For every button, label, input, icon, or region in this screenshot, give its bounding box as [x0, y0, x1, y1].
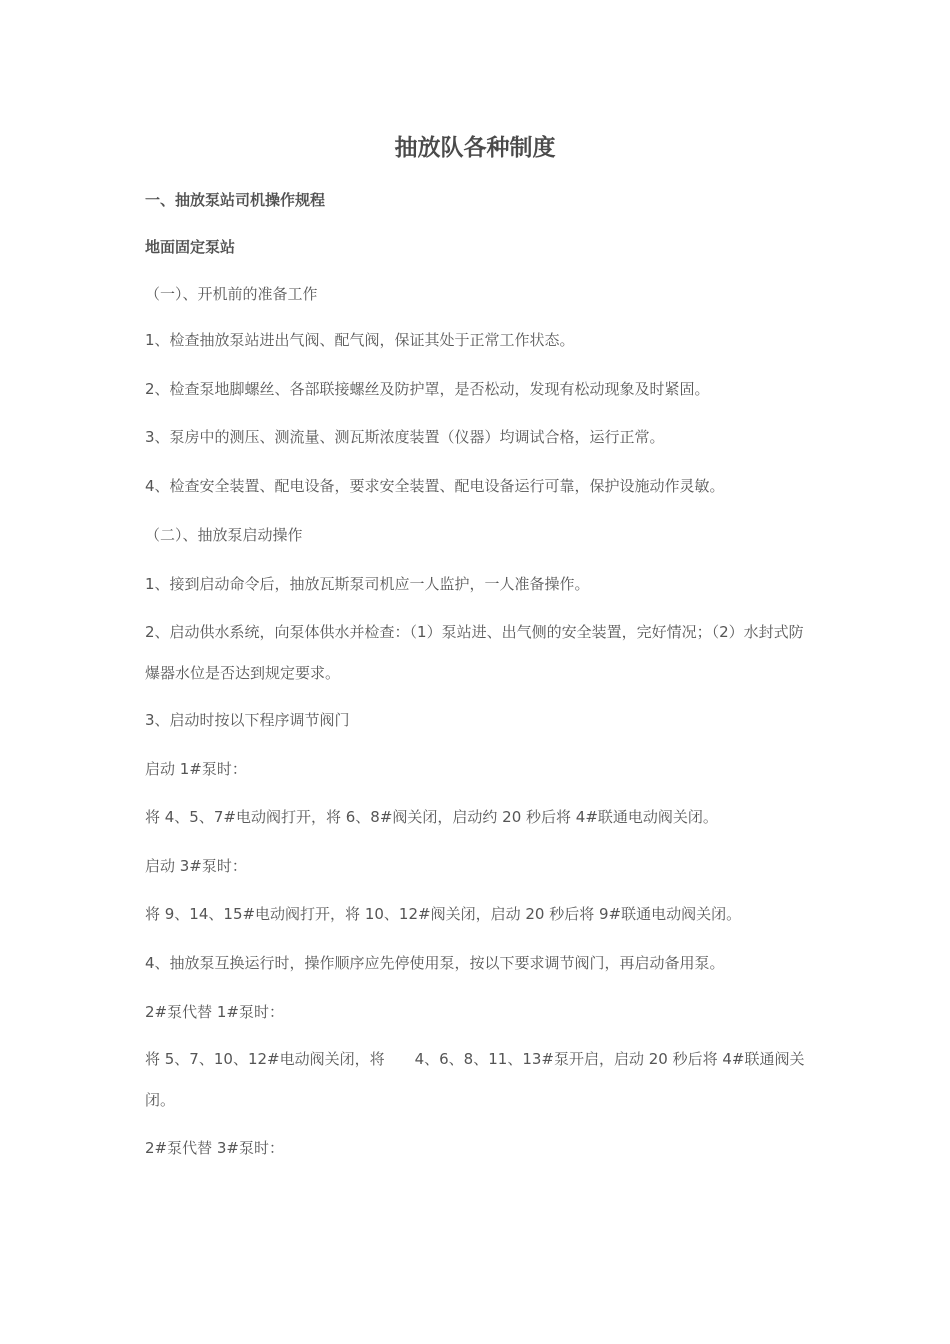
part2-item-1: 1、接到启动命令后，抽放瓦斯泵司机应一人监护，一人准备操作。: [145, 575, 590, 593]
document-title: 抽放队各种制度: [394, 135, 556, 161]
subsection-heading: 地面固定泵站: [145, 238, 236, 256]
replace-pump1-text: 将 5、7、10、12#电动阀关闭，将 4、6、8、11、13#泵开启，启动 20 秒后将 4#联通阀关闭。: [145, 1050, 805, 1109]
start-pump3-label: 启动 3#泵时：: [145, 857, 247, 875]
replace-pump1-label: 2#泵代替 1#泵时：: [145, 1003, 284, 1021]
part1-heading: （一）、开机前的准备工作: [145, 285, 318, 303]
part2-heading: （二）、抽放泵启动操作: [145, 526, 303, 544]
part1-item-1: 1、检查抽放泵站进出气阀、配气阀，保证其处于正常工作状态。: [145, 331, 575, 349]
part2-item-2: 2、启动供水系统，向泵体供水并检查：（1）泵站进、出气侧的安全装置，完好情况；（2）水封式防爆器水位是否达到规定要求。: [145, 623, 804, 682]
start-pump1-text: 将 4、5、7#电动阀打开，将 6、8#阀关闭，启动约 20 秒后将 4#联通电动阀关闭。: [145, 808, 718, 826]
part2-item-3: 3、启动时按以下程序调节阀门: [145, 711, 350, 729]
section-heading: 一、抽放泵站司机操作规程: [145, 191, 326, 209]
part2-item-4: 4、抽放泵互换运行时，操作顺序应先停使用泵，按以下要求调节阀门，再启动备用泵。: [145, 954, 725, 972]
replace-pump3-label: 2#泵代替 3#泵时：: [145, 1139, 284, 1157]
part1-item-2: 2、检查泵地脚螺丝、各部联接螺丝及防护罩，是否松动，发现有松动现象及时紧固。: [145, 380, 710, 398]
part1-item-3: 3、泵房中的测压、测流量、测瓦斯浓度装置（仪器）均调试合格，运行正常。: [145, 428, 665, 446]
start-pump3-text: 将 9、14、15#电动阀打开，将 10、12#阀关闭，启动 20 秒后将 9#联通电动阀关闭。: [145, 905, 742, 923]
start-pump1-label: 启动 1#泵时：: [145, 760, 247, 778]
part1-item-4: 4、检查安全装置、配电设备，要求安全装置、配电设备运行可靠，保护设施动作灵敏。: [145, 477, 725, 495]
